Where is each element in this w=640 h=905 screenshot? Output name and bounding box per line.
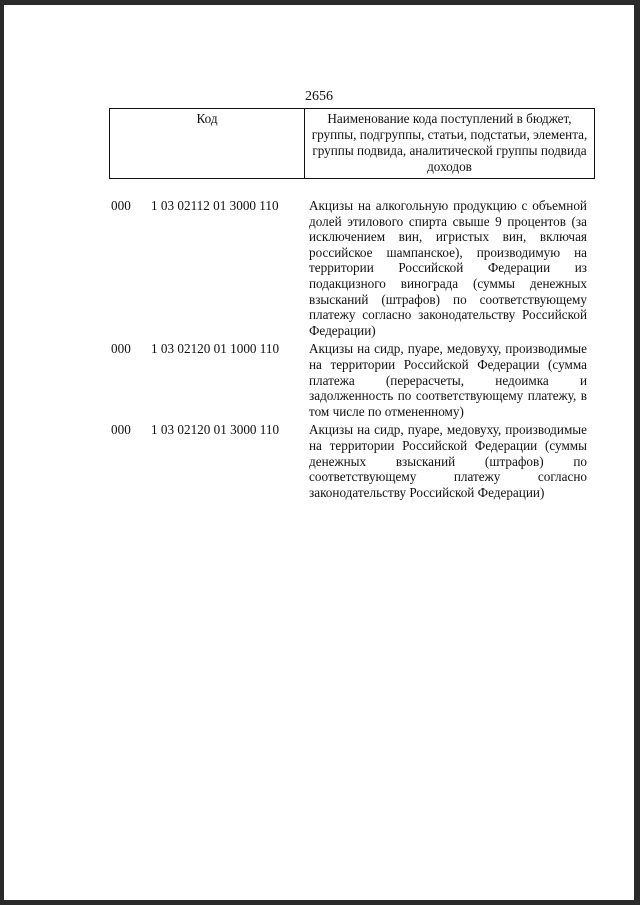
table-row xyxy=(4,198,634,338)
admin-code: 000 xyxy=(111,198,131,213)
revenue-description: Акцизы на сидр, пуаре, медовуху, производимые на территории Российской Федерации (сумма платежа (перерасчеты, недоимка и задолженность по соответствующему платежу, в том числе по отмененному) xyxy=(309,341,587,419)
revenue-code: 1 03 02120 01 1000 110 xyxy=(151,341,280,357)
revenue-code: 1 03 02112 01 3000 110 xyxy=(151,198,279,213)
revenue-description: Акцизы на сидр, пуаре, медовуху, производимые на территории Российской Федерации (суммы денежных взысканий (штрафов) по соответствующему платежу согласно законодательству Российской Федерации) xyxy=(309,422,587,500)
revenue-description: Акцизы на алкогольную продукцию с объемной долей этилового спирта свыше 9 процентов (за исключением вин, игристых вин, включая российское шампанское), производимую на территории Российской Федерации из подакцизного винограда (суммы денежных взысканий (штрафов) по соответствующему платежу согласно законодательству Российской Федерации) xyxy=(309,198,587,338)
header-code-cell: Код xyxy=(110,109,305,178)
revenue-code: 1 03 02120 01 3000 110 xyxy=(151,422,280,438)
table-row xyxy=(4,341,634,419)
header-name-cell: Наименование кода поступлений в бюджет, группы, подгруппы, статьи, подстатьи, элемента, группы подвида, аналитической группы подвида доходов xyxy=(311,111,588,174)
table-body xyxy=(4,198,634,500)
admin-code: 000 xyxy=(111,422,131,438)
table-header xyxy=(109,108,595,179)
document-page xyxy=(4,5,634,900)
admin-code: 000 xyxy=(111,341,131,357)
table-row xyxy=(4,422,634,500)
page-number: 2656 xyxy=(305,89,333,104)
